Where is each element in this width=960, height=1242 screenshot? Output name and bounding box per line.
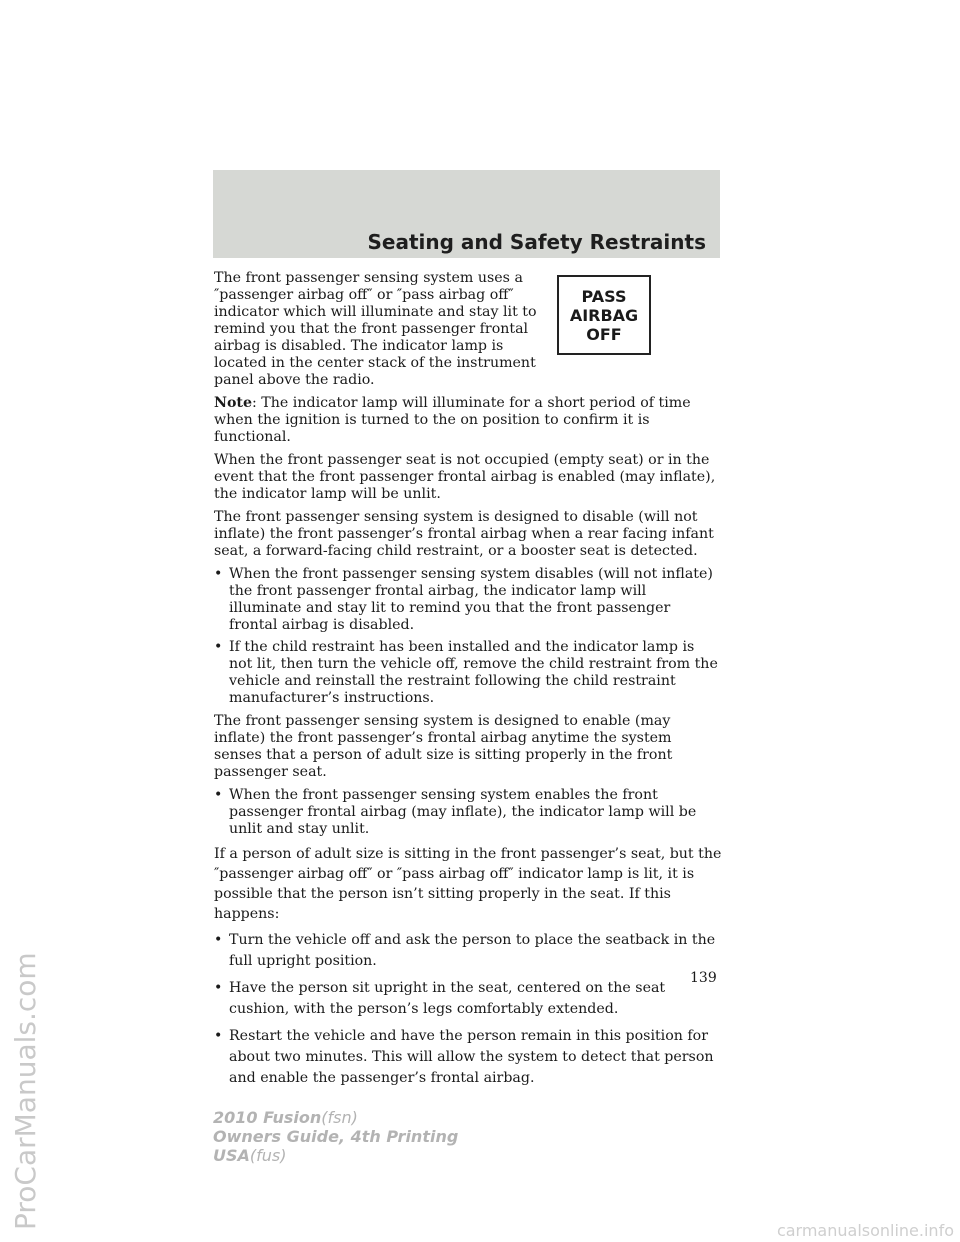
- enable-paragraph: The front passenger sensing system is designed to enable (may inflate) the front passenger’s frontal airbag anytime the system senses that a person of adult size is sitting properly in the front passenger seat.: [214, 713, 673, 780]
- disable-paragraph: The front passenger sensing system is designed to disable (will not inflate) the front passenger’s frontal airbag when a rear facing infant seat, a forward-facing child restraint, or a booster seat is detected.: [214, 509, 714, 559]
- section-title: Seating and Safety Restraints: [367, 230, 706, 254]
- document-footer: [213, 1108, 458, 1165]
- watermark-text: ProCarManuals.com: [9, 952, 42, 1230]
- note-paragraph: Note: The indicator lamp will illuminate for a short period of time when the ignition is turned to the on position to confirm it is functional.: [214, 395, 691, 445]
- site-watermark: carmanualsonline.info: [776, 1221, 954, 1240]
- page-content: [214, 270, 722, 1095]
- if-this-happens-bullet-list: [214, 930, 722, 1089]
- list-item: • When the front passenger sensing system enables the front passenger frontal airbag (may inflate), the indicator lamp will be unlit and stay unlit.: [214, 787, 722, 838]
- disable-bullet-list: [214, 566, 722, 707]
- list-item: • If the child restraint has been installed and the indicator lamp is not lit, then turn the vehicle off, remove the child restraint from the vehicle and reinstall the restraint following the child restraint manufacturer’s instructions.: [214, 639, 722, 707]
- footer-region-line: USA(fus): [213, 1146, 287, 1165]
- enable-bullet-list: [214, 787, 722, 838]
- section-header-band: [213, 170, 720, 258]
- list-item: • Restart the vehicle and have the person remain in this position for about two minutes. This will allow the system to detect that person and enable the passenger’s frontal airbag.: [214, 1026, 722, 1089]
- list-item: • Turn the vehicle off and ask the person to place the seatback in the full upright position.: [214, 930, 722, 972]
- unoccupied-paragraph: When the front passenger seat is not occupied (empty seat) or in the event that the front passenger frontal airbag is enabled (may inflate), the indicator lamp will be unlit.: [214, 452, 716, 502]
- note-label: Note: [214, 395, 253, 411]
- page-number: 139: [690, 970, 717, 986]
- adult-paragraph: If a person of adult size is sitting in the front passenger’s seat, but the ″passenger airbag off″ or ″pass airbag off″ indicator lamp is lit, it is possible that the person isn’t sitting properly in the seat. If this happens:: [214, 846, 722, 922]
- intro-paragraph: The front passenger sensing system uses a ″passenger airbag off″ or ″pass airbag off″ indicator which will illuminate and stay lit to remind you that the front passenger frontal airbag is disabled. The indicator lamp is located in the center stack of the instrument panel above the radio.: [214, 270, 537, 388]
- list-item: • Have the person sit upright in the seat, centered on the seat cushion, with the person’s legs comfortably extended.: [214, 978, 722, 1020]
- footer-model-line: 2010 Fusion(fsn): [213, 1108, 358, 1127]
- list-item: • When the front passenger sensing system disables (will not inflate) the front passenger frontal airbag, the indicator lamp will illuminate and stay lit to remind you that the front passenger frontal airbag is disabled.: [214, 566, 722, 634]
- footer-guide-line: Owners Guide, 4th Printing: [213, 1127, 459, 1146]
- intro-block: [214, 270, 722, 389]
- pass-airbag-off-indicator-icon: PASS AIRBAG OFF: [557, 275, 651, 355]
